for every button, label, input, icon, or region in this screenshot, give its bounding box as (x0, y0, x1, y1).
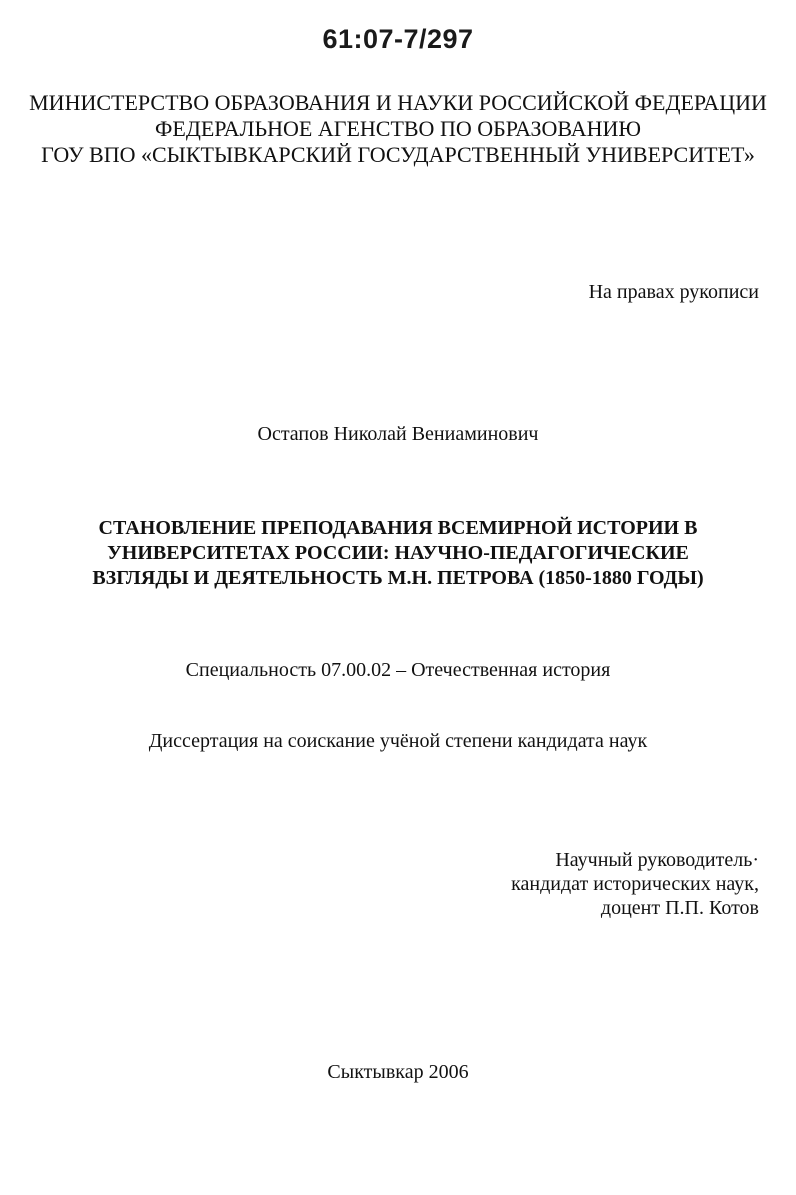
supervisor-block (511, 848, 759, 920)
author-name: Остапов Николай Вениаминович (257, 423, 539, 445)
title-line-3: ВЗГЛЯДЫ И ДЕЯТЕЛЬНОСТЬ М.Н. ПЕТРОВА (1850-1880 ГОДЫ) (92, 567, 704, 589)
manuscript-rights-note: На правах рукописи (588, 281, 759, 303)
title-line-2: УНИВЕРСИТЕТАХ РОССИИ: НАУЧНО-ПЕДАГОГИЧЕСКИЕ (107, 542, 689, 564)
title-line-1: СТАНОВЛЕНИЕ ПРЕПОДАВАНИЯ ВСЕМИРНОЙ ИСТОРИИ В (98, 517, 698, 539)
ministry-line: МИНИСТЕРСТВО ОБРАЗОВАНИЯ И НАУКИ РОССИЙСКОЙ ФЕДЕРАЦИИ (29, 90, 767, 115)
supervisor-name: доцент П.П. Котов (600, 897, 759, 919)
dissertation-title (0, 516, 796, 591)
specialty-line: Специальность 07.00.02 – Отечественная история (185, 659, 611, 681)
city-year: Сыктывкар 2006 (327, 1061, 469, 1083)
agency-line: ФЕДЕРАЛЬНОЕ АГЕНСТВО ПО ОБРАЗОВАНИЮ (155, 116, 641, 141)
archive-stamp-number: 61:07-7/297 (322, 24, 474, 54)
supervisor-label: Научный руководитель· (555, 849, 759, 871)
degree-line: Диссертация на соискание учёной степени кандидата наук (148, 730, 648, 752)
institution-header (0, 90, 796, 168)
supervisor-degree: кандидат исторических наук, (511, 873, 759, 895)
university-line: ГОУ ВПО «СЫКТЫВКАРСКИЙ ГОСУДАРСТВЕННЫЙ УНИВЕРСИТЕТ» (41, 142, 755, 167)
